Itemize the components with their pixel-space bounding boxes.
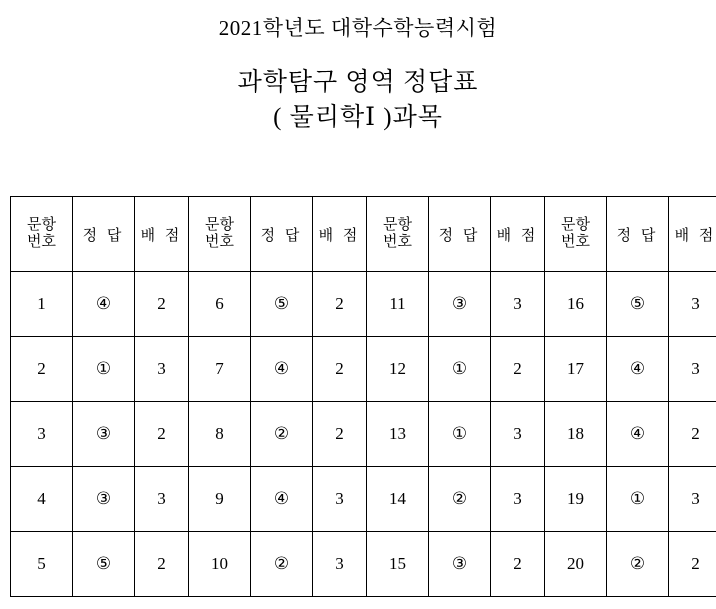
answer-value: ② bbox=[429, 467, 491, 532]
header-question-number-line2-1: 번호 bbox=[27, 234, 56, 250]
question-number: 9 bbox=[189, 467, 251, 532]
answer-value: ⑤ bbox=[73, 532, 135, 597]
answer-value: ④ bbox=[607, 402, 669, 467]
answer-value: ② bbox=[251, 402, 313, 467]
document-title-block bbox=[0, 0, 716, 134]
points-value: 2 bbox=[491, 532, 545, 597]
question-number: 3 bbox=[11, 402, 73, 467]
answer-value: ④ bbox=[251, 467, 313, 532]
points-value: 3 bbox=[491, 467, 545, 532]
question-number: 1 bbox=[11, 272, 73, 337]
answer-value: ③ bbox=[73, 467, 135, 532]
answer-value: ① bbox=[607, 467, 669, 532]
answer-value: ⑤ bbox=[607, 272, 669, 337]
points-value: 2 bbox=[313, 337, 367, 402]
question-number: 7 bbox=[189, 337, 251, 402]
question-number: 19 bbox=[545, 467, 607, 532]
header-question-number-1 bbox=[11, 197, 73, 272]
header-answer-4: 정 답 bbox=[607, 197, 669, 272]
points-value: 3 bbox=[669, 467, 716, 532]
points-value: 3 bbox=[135, 467, 189, 532]
points-value: 3 bbox=[491, 272, 545, 337]
exam-year-title: 2021학년도 대학수학능력시험 bbox=[218, 16, 498, 40]
points-value: 3 bbox=[491, 402, 545, 467]
answer-value: ① bbox=[73, 337, 135, 402]
points-value: 3 bbox=[313, 467, 367, 532]
header-question-number-3 bbox=[367, 197, 429, 272]
header-question-number-line1-3: 문항 bbox=[383, 217, 412, 233]
points-value: 2 bbox=[669, 402, 716, 467]
points-value: 3 bbox=[313, 532, 367, 597]
question-number: 14 bbox=[367, 467, 429, 532]
points-value: 2 bbox=[313, 402, 367, 467]
answer-table bbox=[10, 196, 716, 597]
answer-value: ④ bbox=[73, 272, 135, 337]
table-row bbox=[11, 532, 716, 597]
answer-value: ② bbox=[607, 532, 669, 597]
subject-area-title: 과학탐구 영역 정답표 bbox=[237, 69, 479, 97]
answer-value: ③ bbox=[429, 272, 491, 337]
answer-table-head bbox=[11, 197, 716, 272]
answer-value: ④ bbox=[607, 337, 669, 402]
question-number: 15 bbox=[367, 532, 429, 597]
subject-name-title: ( 물리학Ⅰ )과목 bbox=[273, 104, 443, 132]
question-number: 16 bbox=[545, 272, 607, 337]
question-number: 6 bbox=[189, 272, 251, 337]
points-value: 2 bbox=[669, 532, 716, 597]
points-value: 2 bbox=[135, 402, 189, 467]
header-question-number-line2-4: 번호 bbox=[561, 234, 590, 250]
header-question-number-2 bbox=[189, 197, 251, 272]
header-question-number-line1-1: 문항 bbox=[27, 217, 56, 233]
answer-value: ① bbox=[429, 337, 491, 402]
header-points-2: 배 점 bbox=[313, 197, 367, 272]
points-value: 2 bbox=[491, 337, 545, 402]
table-row bbox=[11, 337, 716, 402]
points-value: 2 bbox=[313, 272, 367, 337]
answer-value: ⑤ bbox=[251, 272, 313, 337]
points-value: 3 bbox=[135, 337, 189, 402]
question-number: 11 bbox=[367, 272, 429, 337]
question-number: 13 bbox=[367, 402, 429, 467]
question-number: 2 bbox=[11, 337, 73, 402]
header-answer-3: 정 답 bbox=[429, 197, 491, 272]
question-number: 5 bbox=[11, 532, 73, 597]
header-points-1: 배 점 bbox=[135, 197, 189, 272]
question-number: 18 bbox=[545, 402, 607, 467]
table-row bbox=[11, 402, 716, 467]
question-number: 12 bbox=[367, 337, 429, 402]
header-points-4: 배 점 bbox=[669, 197, 716, 272]
question-number: 8 bbox=[189, 402, 251, 467]
answer-value: ③ bbox=[73, 402, 135, 467]
header-question-number-line1-2: 문항 bbox=[205, 217, 234, 233]
points-value: 2 bbox=[135, 532, 189, 597]
header-answer-1: 정 답 bbox=[73, 197, 135, 272]
answer-value: ① bbox=[429, 402, 491, 467]
question-number: 4 bbox=[11, 467, 73, 532]
question-number: 17 bbox=[545, 337, 607, 402]
table-row bbox=[11, 272, 716, 337]
table-header-row bbox=[11, 197, 716, 272]
points-value: 3 bbox=[669, 272, 716, 337]
question-number: 10 bbox=[189, 532, 251, 597]
answer-table-body bbox=[11, 272, 716, 597]
question-number: 20 bbox=[545, 532, 607, 597]
answer-value: ④ bbox=[251, 337, 313, 402]
header-question-number-line2-3: 번호 bbox=[383, 234, 412, 250]
header-question-number-line1-4: 문항 bbox=[561, 217, 590, 233]
points-value: 2 bbox=[135, 272, 189, 337]
header-question-number-4 bbox=[545, 197, 607, 272]
answer-value: ② bbox=[251, 532, 313, 597]
header-question-number-line2-2: 번호 bbox=[205, 234, 234, 250]
points-value: 3 bbox=[669, 337, 716, 402]
header-points-3: 배 점 bbox=[491, 197, 545, 272]
answer-table-wrapper bbox=[10, 196, 716, 597]
answer-value: ③ bbox=[429, 532, 491, 597]
header-answer-2: 정 답 bbox=[251, 197, 313, 272]
table-row bbox=[11, 467, 716, 532]
